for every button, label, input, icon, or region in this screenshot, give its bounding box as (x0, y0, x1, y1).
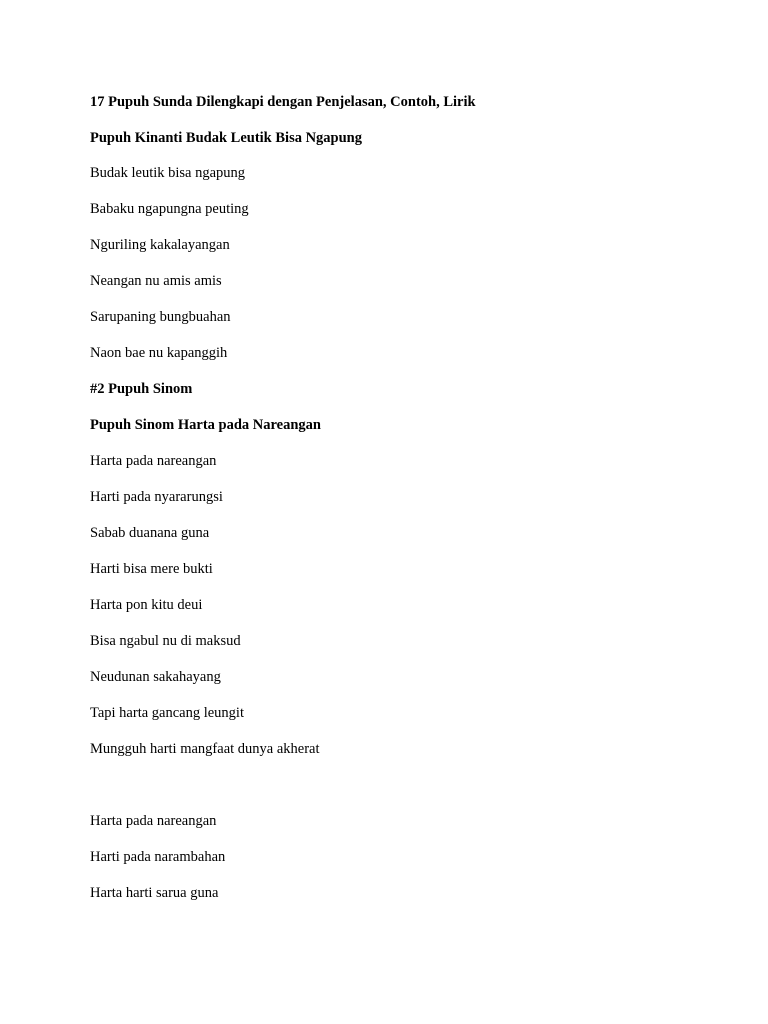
lyric-line: Harta harti sarua guna (90, 885, 219, 901)
lyric-line: Budak leutik bisa ngapung (90, 165, 246, 181)
lyric-line: Neudunan sakahayang (90, 669, 221, 685)
lyric-line: Sarupaning bungbuahan (90, 309, 231, 325)
lyric-line: Harta pon kitu deui (90, 597, 203, 613)
lyric-line: Harti bisa mere bukti (90, 561, 213, 577)
lyric-line: Mungguh harti mangfaat dunya akherat (90, 741, 320, 757)
lyric-line: Babaku ngapungna peuting (90, 201, 249, 217)
lyric-line: Harti pada nyararungsi (90, 489, 223, 505)
lyric-line: Naon bae nu kapanggih (90, 345, 228, 361)
lyric-line: Harta pada nareangan (90, 813, 217, 829)
section-heading-kinanti: Pupuh Kinanti Budak Leutik Bisa Ngapung (90, 130, 362, 146)
section-heading-sinom: Pupuh Sinom Harta pada Nareangan (90, 417, 321, 433)
lyric-line: Neangan nu amis amis (90, 273, 222, 289)
lyric-line: Harta pada nareangan (90, 453, 217, 469)
document-title: 17 Pupuh Sunda Dilengkapi dengan Penjelasan, Contoh, Lirik (90, 94, 476, 110)
lyric-line: Nguriling kakalayangan (90, 237, 230, 253)
lyric-line: Tapi harta gancang leungit (90, 705, 244, 721)
lyric-line: Bisa ngabul nu di maksud (90, 633, 241, 649)
lyric-line: Sabab duanana guna (90, 525, 210, 541)
section-number-heading: #2 Pupuh Sinom (90, 381, 193, 397)
lyric-line: Harti pada narambahan (90, 849, 226, 865)
